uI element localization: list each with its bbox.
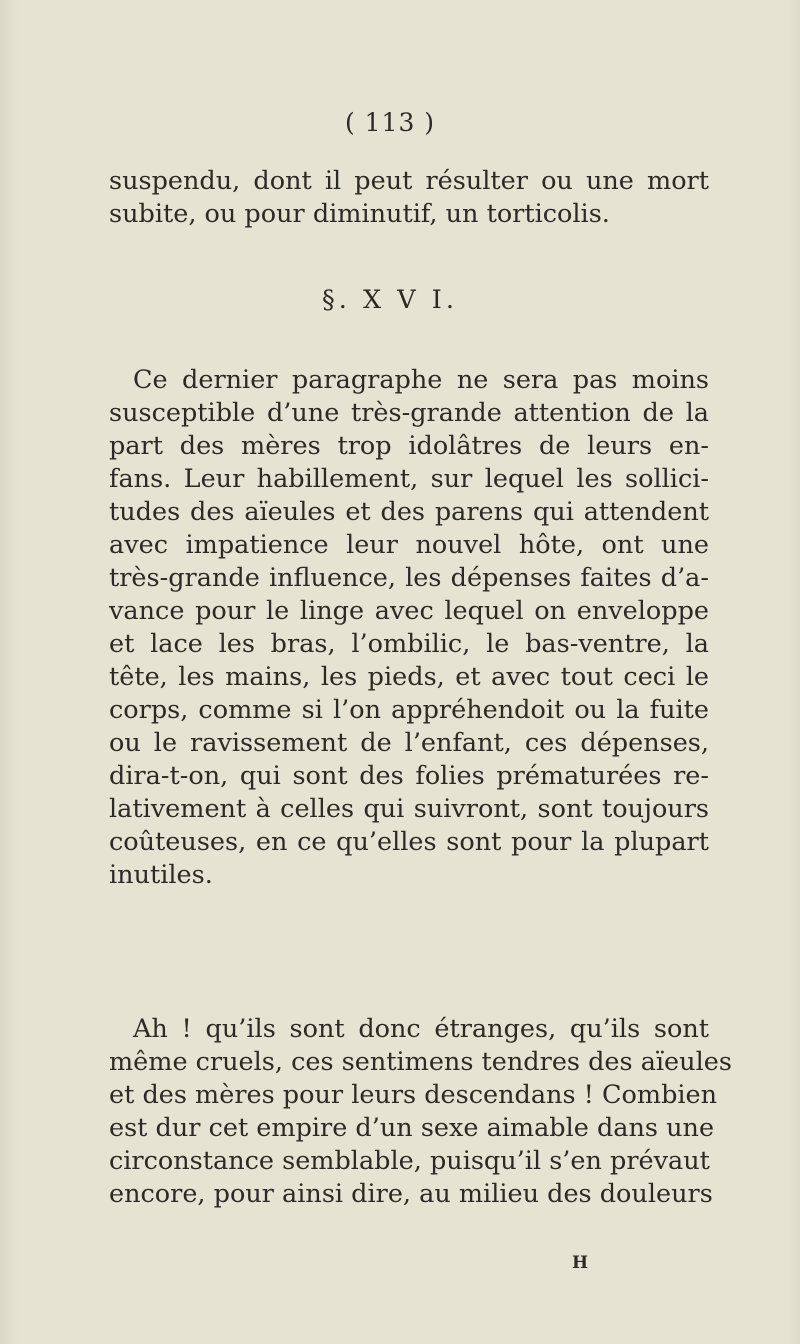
text-line: coûteuses, en ce qu’elles sont pour la plupart — [109, 827, 709, 857]
paragraph-two — [109, 1013, 732, 1211]
text-line: corps, comme si l’on appréhendoit ou la fuite — [109, 695, 709, 725]
text-line: avec impatience leur nouvel hôte, ont une — [109, 530, 709, 560]
text-line: ou le ravissement de l’enfant, ces dépenses, — [109, 728, 709, 758]
text-line: tête, les mains, les pieds, et avec tout ceci le — [109, 662, 709, 692]
text-line: lativement à celles qui suivront, sont toujours — [109, 794, 709, 824]
text-line: Ah ! qu’ils sont donc étranges, qu’ils sont — [133, 1014, 709, 1044]
text-line: encore, pour ainsi dire, au milieu des douleurs — [109, 1179, 713, 1209]
text-line: subite, ou pour diminutif, un torticolis. — [109, 199, 610, 229]
text-line: suspendu, dont il peut résulter ou une mort — [109, 166, 709, 196]
text-line: tudes des aïeules et des parens qui attendent — [109, 497, 709, 527]
text-line: susceptible d’une très-grande attention de la — [109, 398, 709, 428]
text-line: et des mères pour leurs descendans ! Combien — [109, 1080, 718, 1110]
section-heading: §. X V I. — [322, 285, 458, 315]
text-line: inutiles. — [109, 860, 213, 890]
text-line: très-grande influence, les dépenses faites d’a- — [109, 563, 709, 593]
signature-mark: H — [572, 1253, 589, 1273]
text-line: part des mères trop idolâtres de leurs en- — [109, 431, 709, 461]
text-line: dira-t-on, qui sont des folies prématurées re- — [109, 761, 709, 791]
continuation-paragraph — [109, 165, 709, 231]
text-line: fans. Leur habillement, sur lequel les sollici- — [109, 464, 709, 494]
paragraph-one — [109, 364, 709, 892]
page-number: ( 113 ) — [344, 108, 436, 137]
text-line: même cruels, ces sentimens tendres des aïeules — [109, 1047, 732, 1077]
text-line: est dur cet empire d’un sexe aimable dans une — [109, 1113, 715, 1143]
text-line: circonstance semblable, puisqu’il s’en prévaut — [109, 1146, 710, 1176]
text-line: Ce dernier paragraphe ne sera pas moins — [133, 365, 709, 395]
text-line: et lace les bras, l’ombilic, le bas-ventre, la — [109, 629, 709, 659]
text-line: vance pour le linge avec lequel on enveloppe — [109, 596, 709, 626]
